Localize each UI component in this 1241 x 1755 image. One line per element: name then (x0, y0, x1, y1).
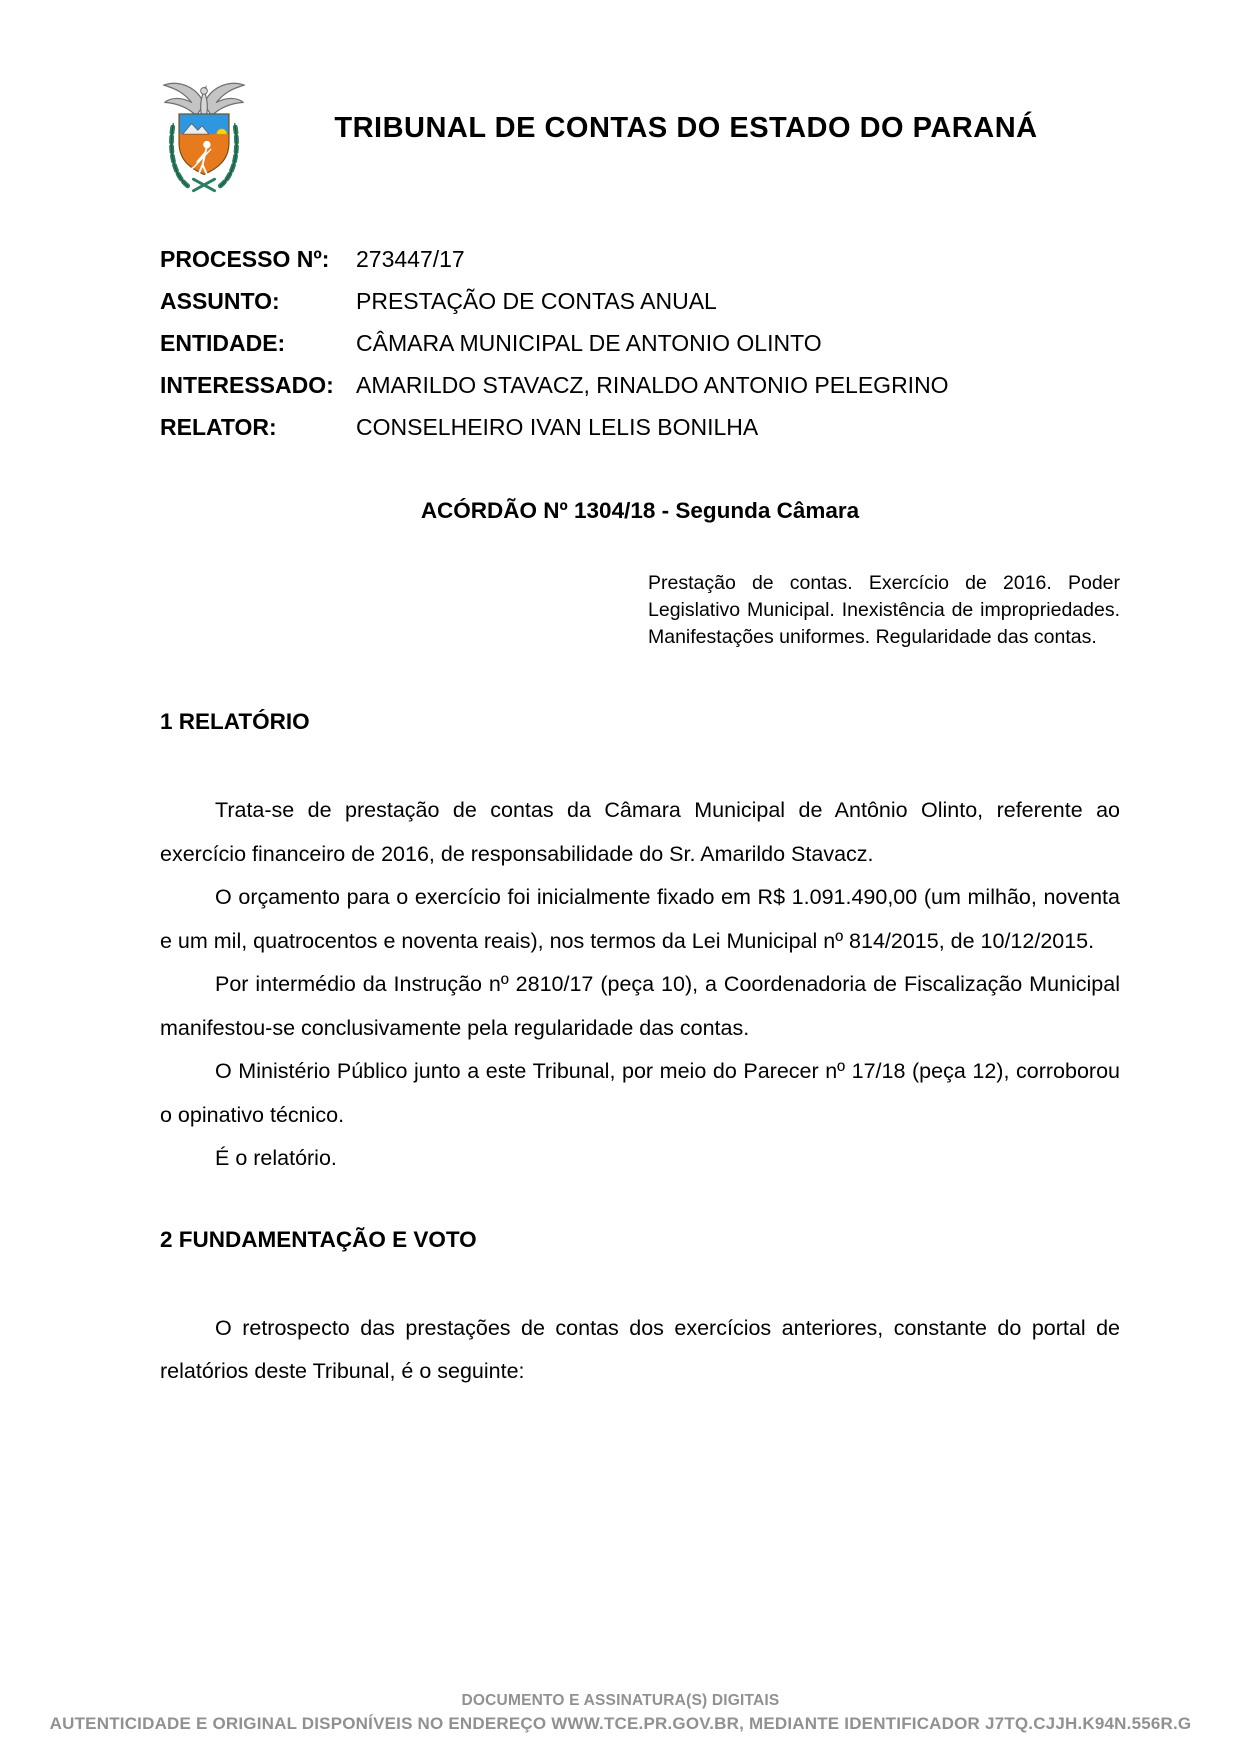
meta-value: CÂMARA MUNICIPAL DE ANTONIO OLINTO (356, 330, 822, 356)
process-metadata (160, 238, 1120, 448)
paragraph: O retrospecto das prestações de contas dos exercícios anteriores, constante do portal de relatórios deste Tribunal, é o seguinte: (160, 1315, 1120, 1383)
meta-row-interessado (160, 364, 1120, 406)
section-heading-relatorio: 1 RELATÓRIO (160, 709, 310, 734)
digital-signature-footer (0, 1689, 1241, 1735)
meta-value: AMARILDO STAVACZ, RINALDO ANTONIO PELEGRINO (356, 372, 949, 398)
meta-label: ENTIDADE: (160, 330, 286, 356)
shield-icon (179, 114, 229, 175)
paragraph: O orçamento para o exercício foi inicialmente fixado em R$ 1.091.490,00 (um milhão, noventa e um mil, quatrocentos e noventa reais), nos termos da Lei Municipal nº 814/2015, de 10/12/2015. (160, 885, 1120, 953)
parana-coat-of-arms-logo (156, 72, 252, 200)
footer-line-2: AUTENTICIDADE E ORIGINAL DISPONÍVEIS NO ENDEREÇO WWW.TCE.PR.GOV.BR, MEDIANTE IDENTIFICADOR J7TQ.CJJH.K94N.556R.G (49, 1714, 1192, 1733)
meta-label: RELATOR: (160, 414, 277, 440)
paragraph: O Ministério Público junto a este Tribunal, por meio do Parecer nº 17/18 (peça 12), corroborou o opinativo técnico. (160, 1059, 1120, 1127)
meta-value: 273447/17 (356, 246, 465, 272)
paragraph: Trata-se de prestação de contas da Câmara Municipal de Antônio Olinto, referente ao exercício financeiro de 2016, de responsabilidade do Sr. Amarildo Stavacz. (160, 798, 1120, 866)
paragraph: Por intermédio da Instrução nº 2810/17 (peça 10), a Coordenadoria de Fiscalização Municipal manifestou-se conclusivamente pela regularidade das contas. (160, 972, 1120, 1040)
paragraph: É o relatório. (215, 1146, 337, 1170)
meta-row-processo (160, 238, 1120, 280)
acordao-heading: ACÓRDÃO Nº 1304/18 - Segunda Câmara (420, 498, 860, 523)
meta-label: PROCESSO Nº: (160, 246, 330, 272)
meta-label: ASSUNTO: (160, 288, 280, 314)
page-title: TRIBUNAL DE CONTAS DO ESTADO DO PARANÁ (334, 112, 1038, 144)
document-header (160, 72, 1120, 202)
meta-value: PRESTAÇÃO DE CONTAS ANUAL (356, 288, 717, 314)
eagle-icon (164, 83, 245, 116)
footer-line-1: DOCUMENTO E ASSINATURA(S) DIGITAIS (461, 1692, 780, 1709)
meta-row-entidade (160, 322, 1120, 364)
meta-row-assunto (160, 280, 1120, 322)
ementa-summary: Prestação de contas. Exercício de 2016. Poder Legislativo Municipal. Inexistência de impropriedades. Manifestações uniformes. Regularidade das contas. (648, 572, 1120, 648)
meta-value: CONSELHEIRO IVAN LELIS BONILHA (356, 414, 759, 440)
meta-label: INTERESSADO: (160, 372, 334, 398)
section-heading-fundamentacao: 2 FUNDAMENTAÇÃO E VOTO (160, 1226, 477, 1252)
meta-row-relator (160, 406, 1120, 448)
